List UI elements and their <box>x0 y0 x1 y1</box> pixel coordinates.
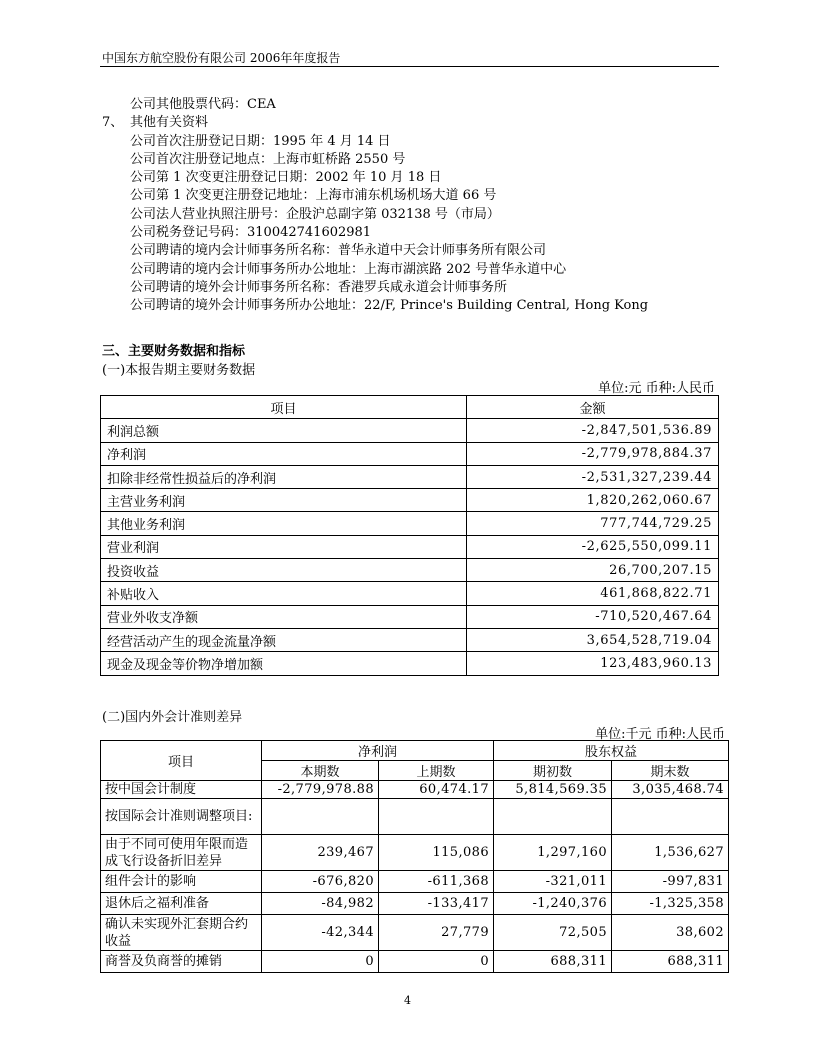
row-value: -997,831 <box>612 871 729 893</box>
info-line: 公司首次注册登记地点：上海市虹桥路 2550 号 <box>130 151 406 167</box>
row-item-label: 营业外收支净额 <box>101 605 467 628</box>
row-amount: 26,700,207.15 <box>467 559 719 582</box>
unit-label-1: 单位:元 币种:人民币 <box>598 381 715 396</box>
info-line: 公司税务登记号码：310042741602981 <box>130 225 372 241</box>
info-line: 公司聘请的境外会计师事务所办公地址：22/F, Prince's Building Central, Hong Kong <box>130 298 649 314</box>
row-item-label: 主营业务利润 <box>101 489 467 512</box>
row-amount: 3,654,528,719.04 <box>467 628 719 651</box>
table-row <box>101 489 719 512</box>
column-header: 项目 <box>101 396 467 419</box>
row-value: 5,814,569.35 <box>494 781 612 799</box>
row-value: 27,779 <box>379 915 494 951</box>
row-amount: -2,847,501,536.89 <box>467 419 719 442</box>
row-item-label: 按国际会计准则调整项目: <box>101 799 262 835</box>
row-value <box>379 799 494 835</box>
info-line: 公司聘请的境内会计师事务所办公地址：上海市湖滨路 202 号普华永道中心 <box>130 261 567 277</box>
row-item-label: 退休后之福利准备 <box>101 893 262 915</box>
page-number: 4 <box>404 994 411 1007</box>
row-value <box>494 799 612 835</box>
row-item-label: 现金及现金等价物净增加额 <box>101 652 467 675</box>
row-value: 60,474.17 <box>379 781 494 799</box>
info-line: 公司聘请的境内会计师事务所名称：普华永道中天会计师事务所有限公司 <box>130 243 547 259</box>
row-item-label: 确认未实现外汇套期合约收益 <box>101 915 262 951</box>
table-header-row <box>101 741 729 761</box>
row-value: 239,467 <box>262 835 379 871</box>
info-line: 公司第 1 次变更注册登记日期：2002 年 10 月 18 日 <box>130 170 442 186</box>
table-row <box>101 582 719 605</box>
item-7-heading <box>102 114 722 132</box>
table-row <box>101 535 719 558</box>
table-row <box>101 781 729 799</box>
group-header: 净利润 <box>262 741 494 761</box>
row-amount: 461,868,822.71 <box>467 582 719 605</box>
group-header: 股东权益 <box>494 741 729 761</box>
table-row <box>101 442 719 465</box>
info-line: 公司聘请的境外会计师事务所名称：香港罗兵咸永道会计师事务所 <box>130 279 508 295</box>
column-header: 期末数 <box>612 761 729 781</box>
row-amount: -2,779,978,884.37 <box>467 442 719 465</box>
row-value: -676,820 <box>262 871 379 893</box>
row-value: 688,311 <box>612 951 729 973</box>
other-stock-code: 公司其他股票代码：CEA <box>130 97 276 112</box>
table-row <box>101 628 719 651</box>
row-item-label: 经营活动产生的现金流量净额 <box>101 628 467 651</box>
row-value: -2,779,978.88 <box>262 781 379 799</box>
info-line: 公司法人营业执照注册号：企股沪总副字第 032138 号（市局） <box>130 206 500 222</box>
unit-label-2: 单位:千元 币种:人民币 <box>595 727 725 742</box>
table-row <box>101 652 719 675</box>
row-item-label: 按中国会计制度 <box>101 781 262 799</box>
row-item-label: 营业利润 <box>101 535 467 558</box>
table-row <box>101 605 719 628</box>
subsection-title-2: (二)国内外会计准则差异 <box>102 710 243 725</box>
column-header: 金额 <box>467 396 719 419</box>
row-item-label: 组件会计的影响 <box>101 871 262 893</box>
column-header: 本期数 <box>262 761 379 781</box>
row-amount: 777,744,729.25 <box>467 512 719 535</box>
item-number: 7、 <box>102 115 124 131</box>
header-rule <box>100 66 719 67</box>
info-line: 公司第 1 次变更注册登记地址：上海市浦东机场机场大道 66 号 <box>130 188 497 204</box>
row-value: -1,325,358 <box>612 893 729 915</box>
row-value: 3,035,468.74 <box>612 781 729 799</box>
row-value: -84,982 <box>262 893 379 915</box>
column-header: 期初数 <box>494 761 612 781</box>
row-value: 1,536,627 <box>612 835 729 871</box>
table-row <box>101 893 729 915</box>
row-item-label: 补贴收入 <box>101 582 467 605</box>
financial-data-table <box>100 395 719 676</box>
row-amount: 1,820,262,060.67 <box>467 489 719 512</box>
info-line: 公司首次注册登记日期：1995 年 4 月 14 日 <box>130 133 391 149</box>
column-header: 上期数 <box>379 761 494 781</box>
row-value: 115,086 <box>379 835 494 871</box>
row-item-label: 净利润 <box>101 442 467 465</box>
table-row <box>101 419 719 442</box>
row-value: 0 <box>379 951 494 973</box>
row-item-label: 由于不同可使用年限而造成飞行设备折旧差异 <box>101 835 262 871</box>
row-value <box>612 799 729 835</box>
row-item-label: 投资收益 <box>101 559 467 582</box>
row-amount: -710,520,467.64 <box>467 605 719 628</box>
row-value: 72,505 <box>494 915 612 951</box>
section-title: 三、主要财务数据和指标 <box>102 344 246 359</box>
row-value: 1,297,160 <box>494 835 612 871</box>
row-item-label: 商誉及负商誉的摊销 <box>101 951 262 973</box>
table-row <box>101 799 729 835</box>
page-header: 中国东方航空股份有限公司 2006年年度报告 <box>102 51 341 65</box>
row-value: -42,344 <box>262 915 379 951</box>
table-row <box>101 559 719 582</box>
table-row <box>101 835 729 871</box>
subsection-title-1: (一)本报告期主要财务数据 <box>102 363 256 378</box>
company-info <box>102 96 722 316</box>
table-header-row <box>101 396 719 419</box>
row-amount: -2,625,550,099.11 <box>467 535 719 558</box>
row-amount: 123,483,960.13 <box>467 652 719 675</box>
row-value: -1,240,376 <box>494 893 612 915</box>
row-value <box>262 799 379 835</box>
row-value: 0 <box>262 951 379 973</box>
column-header: 项目 <box>101 741 262 781</box>
row-item-label: 扣除非经常性损益后的净利润 <box>101 465 467 488</box>
table-row <box>101 871 729 893</box>
gaap-difference-table <box>100 740 729 973</box>
table-row <box>101 915 729 951</box>
row-value: -611,368 <box>379 871 494 893</box>
row-item-label: 利润总额 <box>101 419 467 442</box>
table-row <box>101 951 729 973</box>
row-value: 38,602 <box>612 915 729 951</box>
item-title: 其他有关资料 <box>130 115 209 131</box>
row-value: -321,011 <box>494 871 612 893</box>
row-value: 688,311 <box>494 951 612 973</box>
table-row <box>101 512 719 535</box>
row-item-label: 其他业务利润 <box>101 512 467 535</box>
table-row <box>101 465 719 488</box>
row-amount: -2,531,327,239.44 <box>467 465 719 488</box>
row-value: -133,417 <box>379 893 494 915</box>
